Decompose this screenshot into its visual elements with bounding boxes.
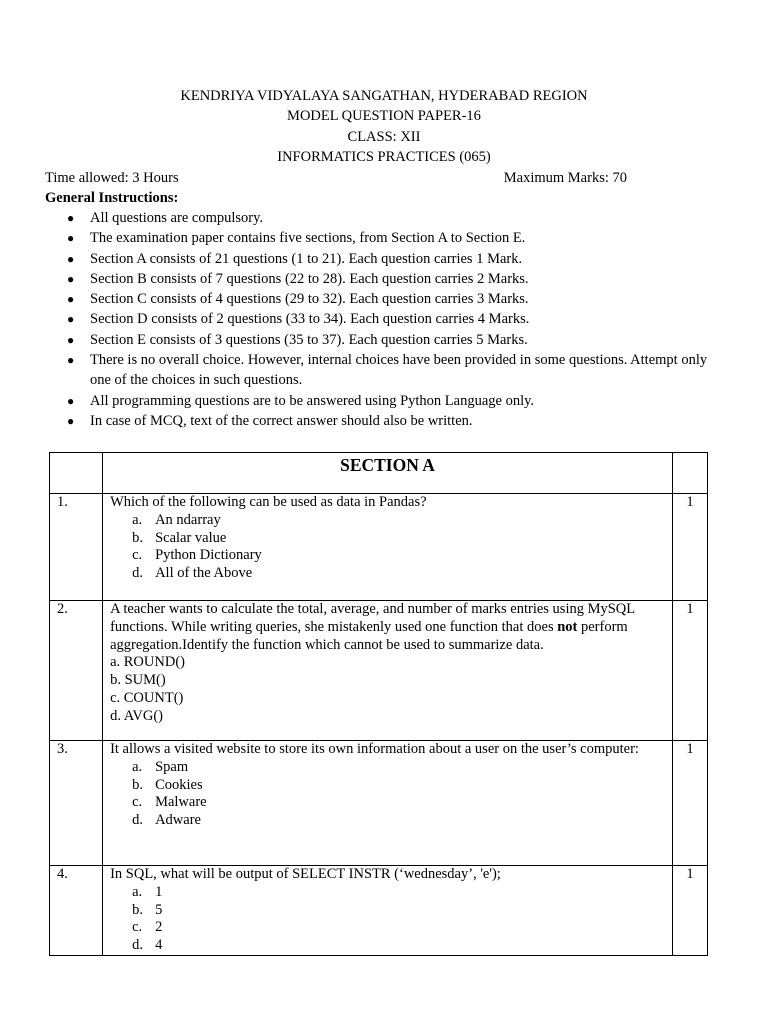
bullet-icon: ● (67, 231, 75, 246)
section-title: SECTION A (103, 453, 673, 494)
option-item: d. Adware (132, 812, 201, 829)
question-marks: 1 (672, 866, 707, 956)
option-item: b. Cookies (132, 776, 203, 793)
bullet-icon: ● (67, 292, 75, 307)
time-marks-line (45, 168, 627, 188)
question-cell (103, 741, 673, 866)
bullet-icon: ● (67, 211, 75, 225)
question-number: 1. (50, 494, 103, 601)
question-text: Which of the following can be used as data in Pandas? (110, 494, 427, 510)
question-cell (103, 494, 673, 601)
general-instructions-title: General Instructions: (45, 190, 179, 206)
bullet-icon: ● (67, 312, 75, 327)
instructions-list (45, 208, 710, 431)
option-item: c. Malware (132, 794, 207, 811)
instruction-item: ● Section D consists of 2 questions (33 to 34). Each question carries 4 Marks. (45, 309, 710, 329)
question-number: 4. (50, 866, 103, 956)
question-number: 2. (50, 601, 103, 741)
options-list (110, 884, 666, 955)
header-subject: INFORMATICS PRACTICES (065) (277, 148, 491, 165)
table-row (50, 601, 708, 741)
questions-table (49, 452, 708, 956)
bullet-icon: ● (67, 332, 75, 347)
instruction-item: ● Section A consists of 21 questions (1 to 21). Each question carries 1 Mark. (45, 249, 710, 269)
bullet-icon: ● (67, 251, 75, 266)
option-item: a. 1 (132, 883, 163, 900)
option-item: c. Python Dictionary (132, 547, 262, 564)
question-cell (103, 601, 673, 741)
emphasis-text: not (557, 618, 578, 635)
option-item: b. Scalar value (132, 529, 227, 546)
question-text: In SQL, what will be output of SELECT INSTR (‘wednesday’, 'e'); (110, 866, 501, 882)
question-text: A teacher wants to calculate the total, average, and number of marks entries using MySQL functions. While writing queries, she mistakenly used one function that does not perform aggregation.Identify the function which cannot be used to summarize data. (110, 601, 635, 653)
question-cell (103, 866, 673, 956)
instruction-item: ● Section C consists of 4 questions (29 to 32). Each question carries 3 Marks. (45, 289, 710, 309)
option-item: d. AVG() (110, 707, 163, 724)
section-header-row (50, 453, 708, 494)
instruction-item: ● In case of MCQ, text of the correct answer should also be written. (45, 411, 710, 431)
header-paper-title: MODEL QUESTION PAPER-16 (287, 108, 481, 125)
option-item: a. An ndarray (132, 511, 221, 528)
option-item: d. 4 (132, 937, 163, 954)
instruction-item: ● All programming questions are to be answered using Python Language only. (45, 391, 710, 411)
time-allowed: Time allowed: 3 Hours (45, 170, 179, 186)
bullet-icon: ● (67, 413, 75, 428)
question-marks: 1 (672, 494, 707, 601)
option-item: a. ROUND() (110, 654, 185, 671)
header-class: CLASS: XII (347, 128, 421, 145)
bullet-icon: ● (67, 353, 75, 368)
option-item: b. 5 (132, 901, 163, 918)
maximum-marks: Maximum Marks: 70 (503, 170, 627, 186)
bullet-icon: ● (67, 271, 75, 286)
option-item: a. Spam (132, 758, 189, 775)
option-item: b. SUM() (110, 672, 166, 689)
paper-header (0, 86, 768, 167)
question-marks: 1 (672, 601, 707, 741)
empty-cell (672, 453, 707, 494)
question-text: It allows a visited website to store its own information about a user on the user’s computer: (110, 741, 639, 757)
empty-cell (50, 453, 103, 494)
option-item: d. All of the Above (132, 565, 253, 582)
table-row (50, 866, 708, 956)
instruction-item: ● Section E consists of 3 questions (35 to 37). Each question carries 5 Marks. (45, 330, 710, 350)
instruction-item: ● There is no overall choice. However, internal choices have been provided in some questions. Attempt only one of the choices in such questions. (67, 352, 708, 389)
question-number: 3. (50, 741, 103, 866)
bullet-icon: ● (67, 393, 75, 408)
option-item: c. 2 (132, 919, 163, 936)
options-list (110, 512, 666, 583)
question-marks: 1 (672, 741, 707, 866)
table-row (50, 741, 708, 866)
option-item: c. COUNT() (110, 689, 184, 706)
instruction-item: ● Section B consists of 7 questions (22 to 28). Each question carries 2 Marks. (45, 269, 710, 289)
instruction-item: ● All questions are compulsory. (45, 208, 710, 228)
table-row (50, 494, 708, 601)
instruction-item: ● The examination paper contains five sections, from Section A to Section E. (45, 228, 710, 248)
options-list (110, 759, 666, 830)
header-organization: KENDRIYA VIDYALAYA SANGATHAN, HYDERABAD REGION (180, 88, 588, 104)
